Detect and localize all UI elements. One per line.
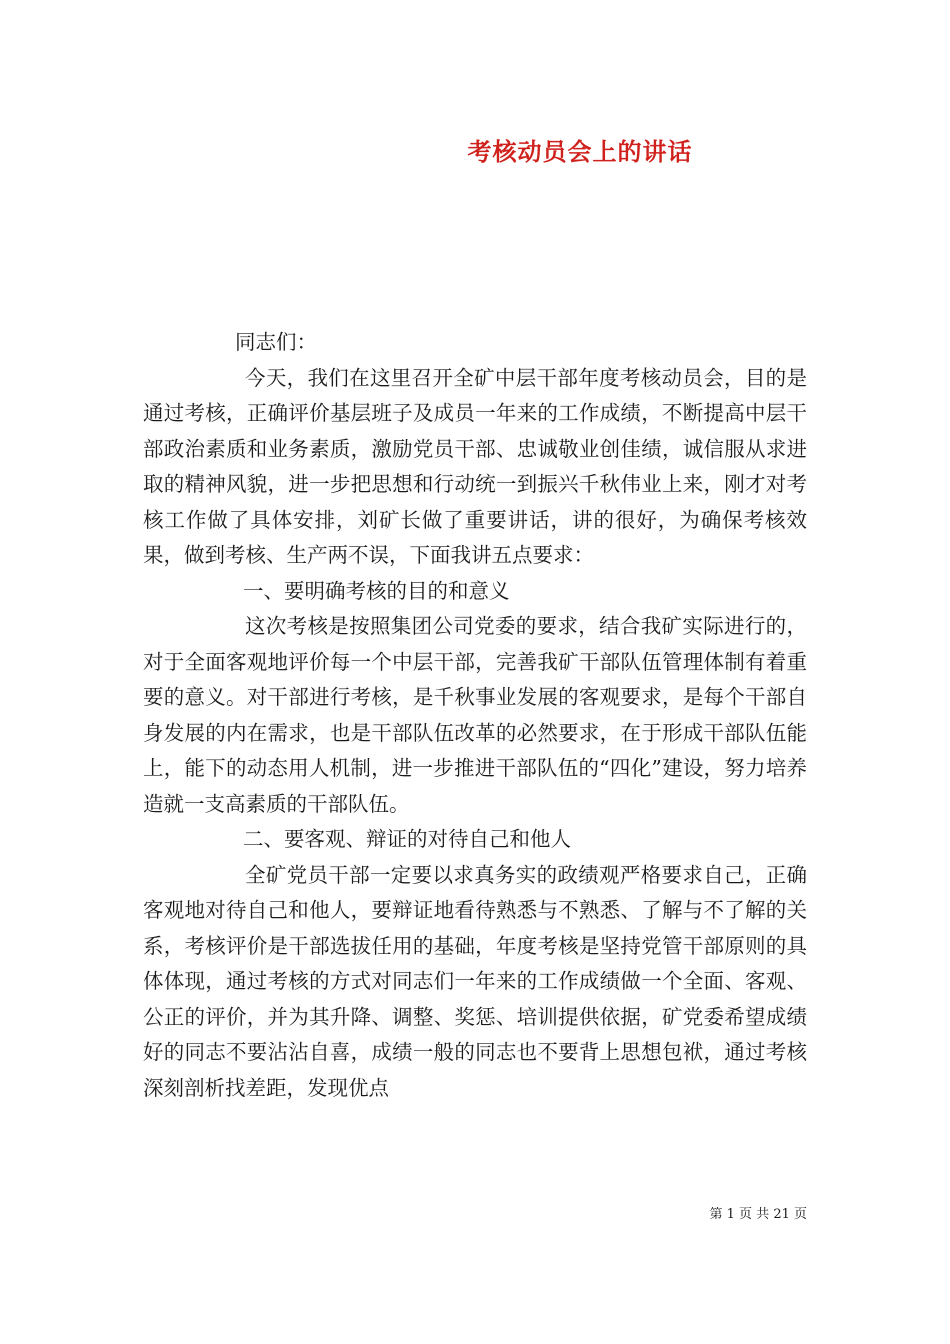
section-2-heading: 二、要客观、辩证的对待自己和他人 [243,827,571,851]
page-number: 第 1 页 共 21 页 [709,1207,807,1222]
intro-paragraph: 今天，我们在这里召开全矿中层干部年度考核动员会，目的是通过考核，正确评价基层班子及成员一年来的工作成绩，不断提高中层干部政治素质和业务素质，激励党员干部、忠诚敬业创佳绩，诚信服从求进取的精神风貌，进一步把思想和行动统一到振兴千秋伟业上来，刚才对考核工作做了具体安排，刘矿长做了重要讲话，讲的很好，为确保考核效果，做到考核、生产两不误，下面我讲五点要求： [143,365,807,567]
document-title: 考核动员会上的讲话 [467,137,693,166]
salutation: 同志们： [235,330,317,354]
section-1-paragraph: 这次考核是按照集团公司党委的要求，结合我矿实际进行的，对于全面客观地评价每一个中层干部，完善我矿干部队伍管理体制有着重要的意义。对干部进行考核，是千秋事业发展的客观要求，是每个干部自身发展的内在需求，也是干部队伍改革的必然要求，在于形成干部队伍能上，能下的动态用人机制，进一步推进干部队伍的“四化”建设，努力培养造就一支高素质的干部队伍。 [143,614,807,816]
section-1-heading: 一、要明确考核的目的和意义 [243,578,510,603]
section-2-paragraph: 全矿党员干部一定要以求真务实的政绩观严格要求自己，正确客观地对待自己和他人，要辩证地看待熟悉与不熟悉、了解与不了解的关系，考核评价是干部选拔任用的基础，年度考核是坚持党管干部原则的具体体现，通过考核的方式对同志们一年来的工作成绩做一个全面、客观、公正的评价，并为其升降、调整、奖惩、培训提供依据，矿党委希望成绩好的同志不要沾沾自喜，成绩一般的同志也不要背上思想包袱，通过考核深刻剖析找差距，发现优点 [143,862,807,1100]
document-body [143,325,807,1106]
